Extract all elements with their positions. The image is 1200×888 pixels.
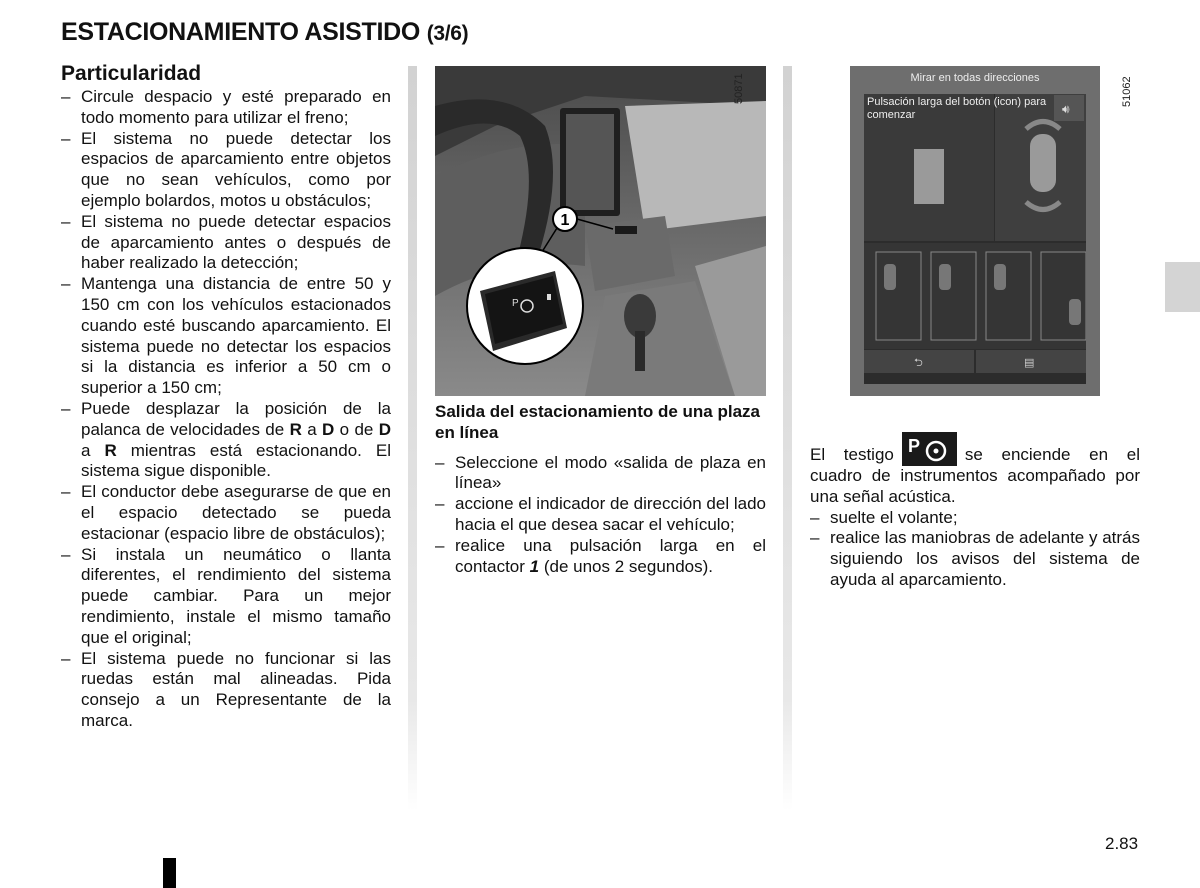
driver-steps-list: [810, 508, 1140, 591]
column-divider: [783, 66, 792, 811]
column-1: [61, 87, 391, 732]
svg-text:P: P: [512, 298, 519, 309]
list-item: – accione el indicador de dirección del lado hacia el que desea sacar el vehículo;: [435, 494, 766, 536]
column-divider: [408, 66, 417, 811]
subheading: Salida del estacionamiento de una plaza en línea: [435, 402, 760, 442]
section-heading: Particularidad: [61, 62, 202, 85]
list-item: – El sistema no puede detectar los espacios de aparcamiento entre objetos que no sean vehículos, como por ejemplo bolardos, motos u obstáculos;: [61, 129, 391, 212]
list-item-contactor: – realice una pulsación larga en el contactor 1 (de unos 2 segundos).: [435, 536, 766, 578]
list-item: – realice las maniobras de adelante y atrás siguiendo los avisos del sistema de ayuda al aparcamiento.: [810, 528, 1140, 590]
list-item: – El conductor debe asegurarse de que en el espacio detectado se pueda estacionar (espacio libre de obstáculos);: [61, 482, 391, 544]
list-item: – Circule despacio y esté preparado en todo momento para utilizar el freno;: [61, 87, 391, 129]
particularity-list: [61, 87, 391, 732]
image-id: 50871: [733, 73, 745, 104]
multimedia-screen: [850, 66, 1100, 396]
dashboard-illustration: [435, 66, 766, 396]
image-id: 51062: [1121, 76, 1133, 107]
title-part: (3/6): [426, 22, 469, 45]
column-2: [435, 402, 766, 577]
svg-text:⮌: ⮌: [914, 356, 923, 369]
page-title: [61, 18, 468, 47]
exit-steps-list: [435, 453, 766, 578]
list-item: – Mantenga una distancia de entre 50 y 150 cm con los vehículos estacionados cuando esté buscando aparcamiento. El sistema puede no detectar los espacios si la distancia es inferior a 50 cm o superior a 150 cm;: [61, 274, 391, 399]
svg-text:🔊︎: 🔊︎: [1062, 102, 1070, 116]
list-item: – suelte el volante;: [810, 508, 1140, 529]
page-number: 2.83: [1105, 834, 1139, 853]
list-item: – Si instala un neumático o llanta diferentes, el rendimiento del sistema puede cambiar. Para un mejor rendimiento, instale el mismo tamaño que el original;: [61, 545, 391, 649]
dashboard-photo: [435, 66, 766, 396]
list-item: – Seleccione el modo «salida de plaza en línea»: [435, 453, 766, 495]
screen-message: Pulsación larga del botón (icon) para comenzar: [867, 96, 1047, 121]
testigo-paragraph: El testigo P se enciende en el cuadro de instrumentos acompañado por una señal acústica.: [810, 432, 1140, 508]
list-item: – El sistema no puede detectar espacios de aparcamiento antes o después de haber realizado la detección;: [61, 212, 391, 274]
park-assist-warning-icon: [902, 432, 957, 466]
column-3: [810, 432, 1140, 591]
list-item-gear: – Puede desplazar la posición de la palanca de velocidades de R a D o de D a R mientras está estacionando. El sistema sigue disponible.: [61, 399, 391, 482]
screen-title: Mirar en todas direcciones: [910, 72, 1040, 84]
callout-number: 1: [560, 212, 570, 229]
svg-text:▤: ▤: [1024, 356, 1035, 369]
title-text: ESTACIONAMIENTO ASISTIDO: [61, 18, 421, 46]
print-mark: [163, 858, 176, 888]
list-item: – El sistema puede no funcionar si las ruedas están mal alineadas. Pida consejo a un Representante de la marca.: [61, 649, 391, 732]
chapter-tab: [1165, 262, 1200, 312]
svg-text:P: P: [907, 436, 920, 456]
